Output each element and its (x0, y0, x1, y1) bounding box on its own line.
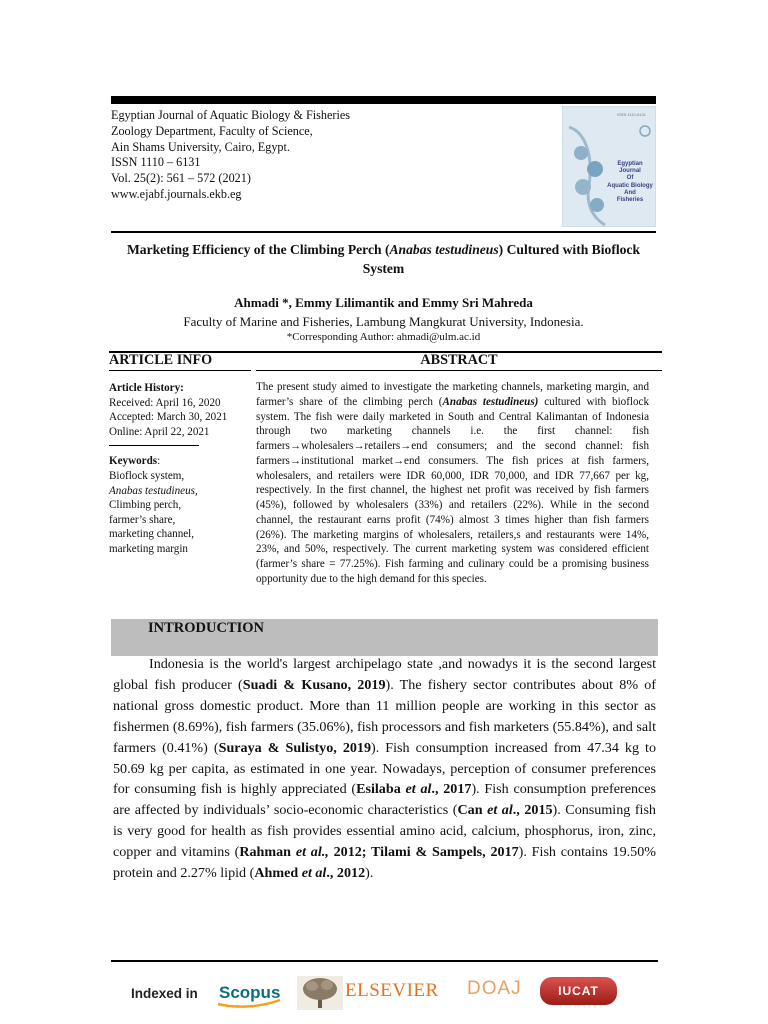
citation-part: Rahman (239, 844, 296, 861)
body-text: ). Fish contains 19.50% protein and 2.27% lipid ( (113, 844, 656, 882)
keyword: marketing channel, (109, 528, 195, 541)
indexed-in-label: Indexed in (131, 986, 198, 1001)
citation-part: Esilaba (356, 781, 406, 798)
body-text: ). Fish consumption preferences are affected by individuals’ socio-economic characteristics ( (113, 781, 656, 819)
abstract-part: The present study aimed to investigate the marketing channels, marketing margin, and farmer’s share of the climbing perch ( (256, 381, 649, 408)
keyword-text: Anabas testudineus (109, 484, 195, 497)
citation[interactable] (254, 865, 365, 881)
cover-issn: ISSN 1110-6131 (617, 112, 646, 117)
journal-line: Ain Shams University, Cairo, Egypt. (111, 139, 290, 154)
received-date: Received: April 16, 2020 (109, 396, 221, 409)
citation-part: et al (405, 781, 432, 798)
scopus-logo[interactable] (216, 978, 282, 1008)
journal-info (111, 108, 441, 203)
online-date: Online: April 22, 2021 (109, 425, 210, 438)
citation-part: et al (301, 865, 327, 882)
accepted-date: Accepted: March 30, 2021 (109, 411, 228, 424)
keyword: marketing margin (109, 542, 188, 555)
cover-title-line: Aquatic Biology (607, 182, 653, 189)
citation-part: Ahmed (254, 865, 302, 882)
journal-url[interactable]: www.ejabf.journals.ekb.eg (111, 186, 242, 201)
keyword: Climbing perch, (109, 499, 182, 512)
journal-line: Egyptian Journal of Aquatic Biology & Fisheries (111, 108, 350, 122)
body-text: ). Consuming fish is very good for health as fish provides essential amino acid, calcium, phosphorus, iron, zinc, copper and vitamins ( (113, 802, 656, 861)
abstract-text (256, 380, 649, 587)
citation-part: 2012; Tilami & Sampels, 2017 (328, 844, 519, 861)
cover-title (607, 161, 653, 204)
paper-title (111, 240, 656, 278)
title-part: Marketing Efficiency of the Climbing Perch ( (126, 242, 390, 257)
header-rule (111, 231, 656, 233)
introduction-paragraph (113, 654, 656, 884)
citation-part: ., 2015 (512, 802, 553, 819)
citation-part: et al (487, 802, 513, 819)
authors: Ahmadi *, Emmy Lilimantik and Emmy Sri Mahreda (234, 295, 533, 310)
keyword: Bioflock system, (109, 469, 185, 482)
cover-title-line: Egyptian Journal (617, 161, 643, 175)
footer-rule (111, 960, 658, 962)
article-info-rule (109, 370, 251, 371)
keywords-colon: : (157, 455, 161, 468)
keyword: farmer’s share, (109, 513, 176, 526)
citation[interactable]: Suraya & Sulistyo, 2019 (218, 739, 372, 756)
scopus-icon (216, 978, 282, 1008)
citation[interactable] (356, 781, 471, 797)
article-info (109, 381, 251, 557)
citation[interactable] (457, 802, 552, 818)
info-divider (109, 445, 199, 446)
body-text: Indonesia is the world's largest archipelago state ,and nowadys it is the second largest global fish producer ( (113, 656, 656, 693)
cover-title-line: Fisheries (616, 197, 644, 204)
citation-part: et al., (295, 844, 329, 861)
body-text: ). (365, 865, 374, 882)
keyword (109, 484, 251, 499)
article-history-label: Article History: (109, 382, 184, 394)
scopus-text: Scopus (219, 983, 281, 1002)
body-text: ). Fish consumption increased from 47.34 kg to 50.69 kg per capita, as estimated in one year. Nowadays, perception of consumer preferences for consuming fish is highly appreciated ( (113, 739, 656, 798)
corresponding-author: *Corresponding Author: ahmadi@ulm.ac.id (286, 331, 481, 343)
doaj-logo[interactable]: DOAJ (467, 978, 522, 999)
citation-part: Can (457, 802, 488, 819)
iucat-button[interactable]: IUCAT (540, 977, 617, 1005)
abstract-rule (256, 370, 662, 371)
elsevier-tree-icon (297, 976, 343, 1010)
body-text: ). The fishery sector contributes about 8% of national gross domestic product. More than 11 million people are working in this sector as fishermen (8.69%), fish farmers (35.06%), fish processors and fish marketers (55.84%), and salt farmers (0.41%) ( (113, 676, 657, 756)
cover-title-line: And (624, 189, 636, 196)
affiliation: Faculty of Marine and Fisheries, Lambung Mangkurat University, Indonesia. (183, 314, 584, 329)
keyword-suffix: , (194, 484, 198, 497)
title-species: Anabas testudineus (389, 242, 499, 257)
keywords-label-line (109, 454, 251, 469)
journal-line: ISSN 1110 – 6131 (111, 155, 201, 170)
journal-cover-image (562, 106, 656, 227)
abstract-part: cultured with bioflock system. The fish were daily marketed in South and Central Kalimantan of Indonesia through two marketing channels i.e. the first channel: fish farmers→wholesalers→retailers→end consumers; and the second channel: fish farmers→institutional market→end consumers. The fish prices at fish farmers, wholesalers, and retailers were IDR 60,000, IDR 70,000, and IDR 77,667 per kg, respectively. In the first channel, the highest net profit was received by fish farmers (45%), followed by wholesalers (33%) and retailers (22%). While in the second channel, the restaurant earns profit (74%) almost 3 times higher than fish farmers (26%). The marketing margins of wholesalers, retailers,s and restaurants were 14%, 23%, and 50%, respectively. The current marketing system was considered efficient (farmer’s share = 77.25%). Fish farming and culinary could be a promising business opportunity due to the high demand for this species. (256, 395, 649, 585)
journal-line: Zoology Department, Faculty of Science, (111, 123, 313, 138)
abstract-heading: ABSTRACT (420, 352, 498, 368)
citation[interactable] (239, 844, 518, 860)
citation-part: ., 2012 (326, 865, 366, 882)
introduction-heading: INTRODUCTION (148, 620, 265, 636)
abstract-species: Anabas testudineus) (442, 395, 539, 408)
elsevier-logo[interactable]: ELSEVIER (345, 980, 439, 1001)
citation-part: ., 2017 (431, 781, 472, 798)
cover-title-line: Of (626, 175, 634, 182)
article-info-heading: ARTICLE INFO (109, 352, 213, 368)
introduction-body (113, 654, 656, 884)
citation[interactable]: Suadi & Kusano, 2019 (242, 676, 386, 693)
journal-line: Vol. 25(2): 561 – 572 (2021) (111, 171, 251, 186)
top-rule (111, 96, 656, 104)
keywords-label: Keywords (109, 455, 158, 468)
title-part: ) Cultured with Bioflock System (362, 242, 641, 276)
